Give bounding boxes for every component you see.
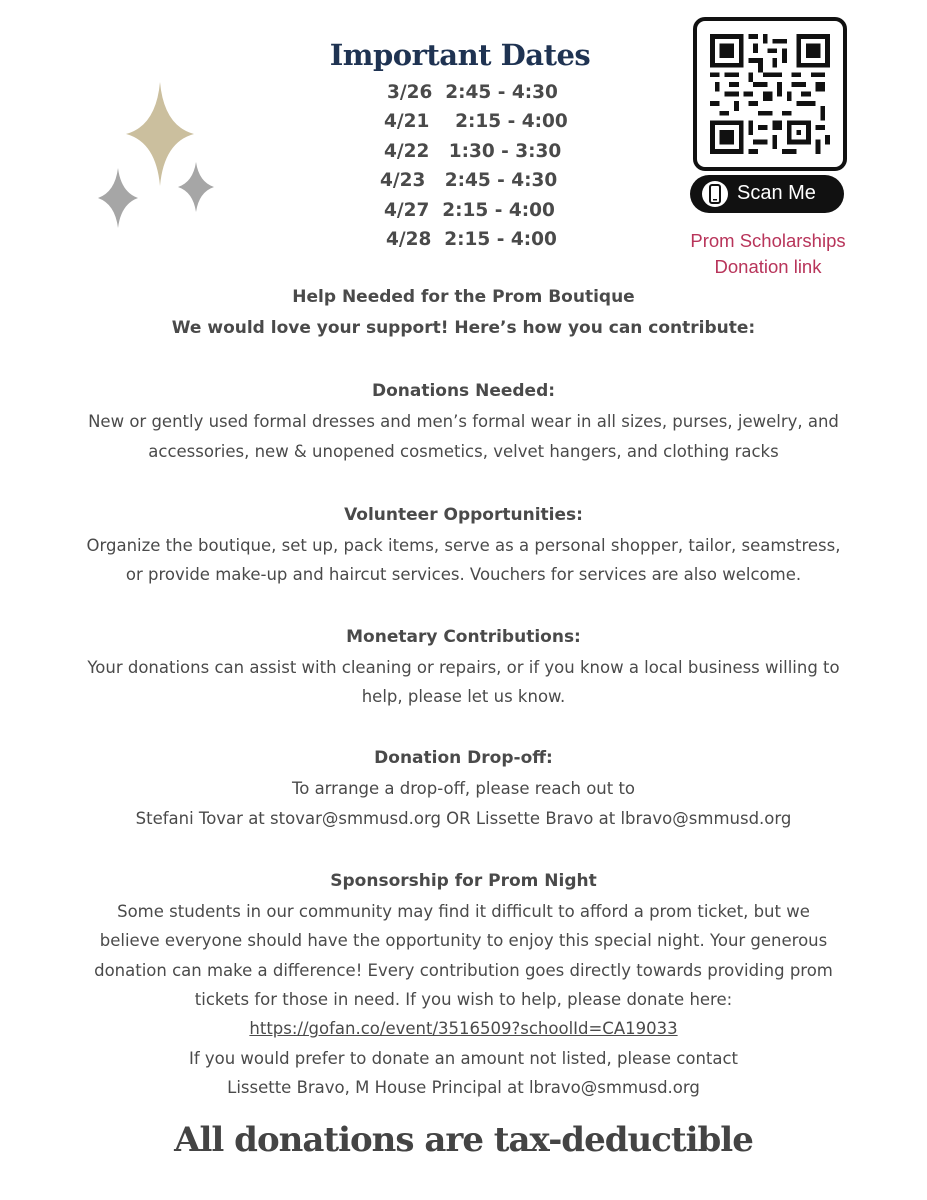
sponsorship-contact: If you would prefer to donate an amount not listed, please contact — [188, 1049, 739, 1068]
qr-code-icon — [710, 34, 830, 154]
volunteer-text: Organize the boutique, set up, pack items, serve as a personal shopper, tailor, seamstress, — [86, 536, 841, 555]
scan-me-button[interactable] — [690, 175, 844, 213]
date-item: 3/26 2:45 - 4:30 — [387, 82, 558, 103]
sponsorship-heading: Sponsorship for Prom Night — [330, 871, 597, 891]
date-item: 4/22 1:30 - 3:30 — [384, 141, 562, 162]
phone-icon — [701, 180, 729, 208]
date-item: 4/28 2:15 - 4:00 — [386, 229, 557, 250]
sponsorship-text: Some students in our community may find it difficult to afford a prom ticket, but we — [117, 902, 810, 921]
gray-star-left-icon — [98, 168, 138, 228]
dropoff-text: To arrange a drop-off, please reach out to — [291, 779, 636, 798]
monetary-heading: Monetary Contributions: — [346, 627, 581, 647]
boutique-heading: Help Needed for the Prom Boutique — [292, 287, 635, 307]
gold-star-icon — [126, 82, 194, 186]
date-item: 4/23 2:45 - 4:30 — [380, 170, 558, 191]
sparkle-stars-icon — [90, 78, 225, 238]
sponsorship-text: tickets for those in need. If you wish to help, please donate here: — [194, 990, 733, 1009]
scan-me-label: Scan Me — [737, 182, 816, 204]
donations-heading: Donations Needed: — [371, 381, 556, 401]
donations-text: New or gently used formal dresses and men’s formal wear in all sizes, purses, jewelry, and — [88, 412, 839, 431]
sponsorship-text: donation can make a difference! Every contribution goes directly towards providing prom — [94, 961, 833, 980]
monetary-text: help, please let us know. — [361, 687, 566, 706]
qr-caption[interactable] — [650, 228, 886, 280]
gray-star-right-icon — [178, 162, 214, 212]
dropoff-contacts: Stefani Tovar at stovar@smmusd.org OR Lissette Bravo at lbravo@smmusd.org — [135, 809, 792, 828]
donations-text: accessories, new & unopened cosmetics, velvet hangers, and clothing racks — [148, 442, 779, 461]
boutique-subheading: We would love your support! Here’s how you can contribute: — [171, 318, 756, 338]
sponsorship-contact: Lissette Bravo, M House Principal at lbravo@smmusd.org — [227, 1078, 700, 1097]
qr-caption-line: Prom Scholarships — [690, 230, 846, 251]
volunteer-heading: Volunteer Opportunities: — [344, 505, 583, 525]
sponsorship-text: believe everyone should have the opportunity to enjoy this special night. Your generous — [99, 931, 828, 950]
dropoff-heading: Donation Drop-off: — [374, 748, 553, 768]
date-item: 4/21 2:15 - 4:00 — [384, 111, 568, 132]
gofan-donation-link[interactable]: https://gofan.co/event/3516509?schoolId=CA19033 — [249, 1019, 678, 1038]
tax-deductible-footer: All donations are tax-deductible — [174, 1120, 753, 1160]
date-item: 4/27 2:15 - 4:00 — [384, 200, 555, 221]
qr-code[interactable] — [693, 17, 847, 171]
monetary-text: Your donations can assist with cleaning or repairs, or if you know a local business willing to — [87, 658, 840, 677]
important-dates-title: Important Dates — [329, 38, 591, 72]
qr-caption-line: Donation link — [714, 256, 822, 277]
volunteer-text: or provide make-up and haircut services. Vouchers for services are also welcome. — [125, 565, 802, 584]
